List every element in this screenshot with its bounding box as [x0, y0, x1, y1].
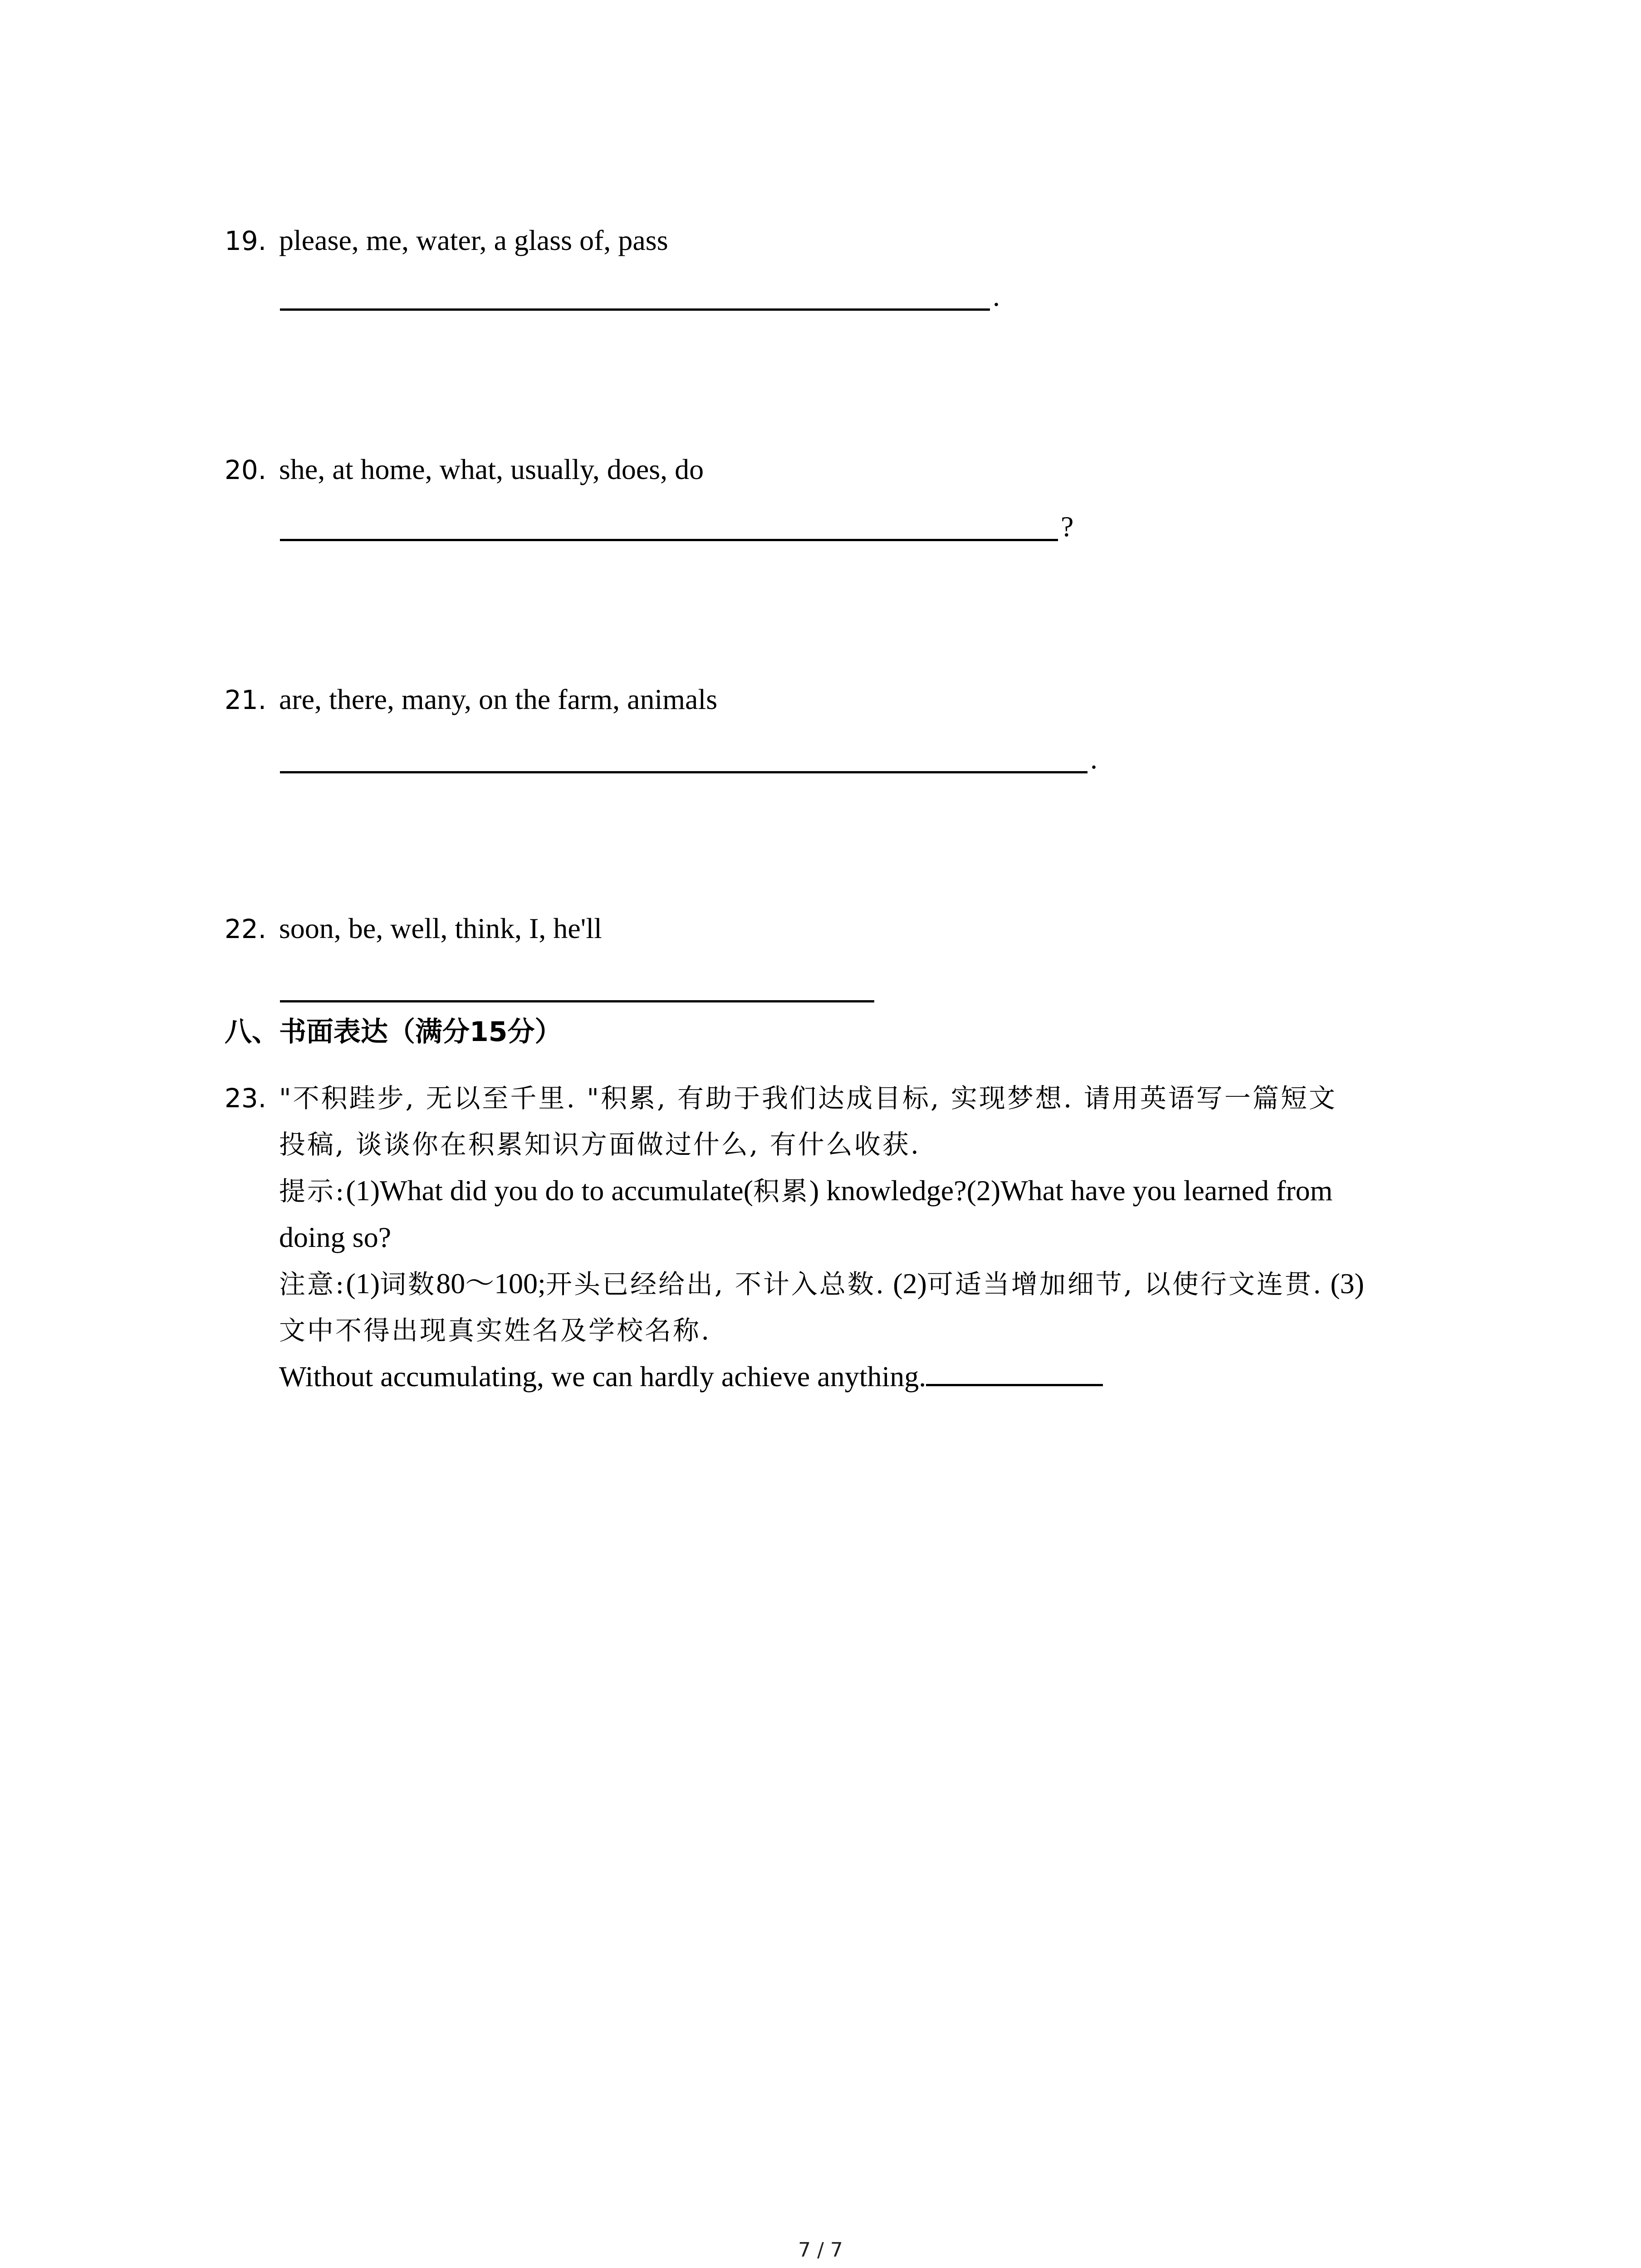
hint-text: (1)What did you do to accumulate( — [346, 1174, 754, 1207]
note-label: 注意: — [279, 1269, 346, 1300]
answer-line-19[interactable] — [280, 281, 1000, 311]
question-number: 21. — [225, 684, 267, 715]
question-23 — [225, 1075, 1486, 1400]
question-number: 22. — [225, 914, 267, 944]
answer-blank[interactable] — [280, 744, 1087, 773]
question-number: 19. — [225, 225, 267, 256]
note-text: (3) — [1323, 1267, 1364, 1300]
question-21 — [225, 685, 717, 714]
section-heading: 八、书面表达（满分15分） — [225, 1016, 562, 1048]
question-prompt: she, at home, what, usually, does, do — [279, 453, 704, 485]
answer-blank[interactable] — [280, 973, 874, 1002]
note-line — [225, 1261, 1486, 1307]
question-prompt: soon, be, well, think, I, he'll — [279, 912, 602, 944]
question-number: 20. — [225, 455, 267, 485]
end-punctuation: . — [993, 280, 1000, 312]
note-text: 80～100; — [436, 1267, 546, 1300]
note-text: 开头已经给出, 不计入总数. — [545, 1269, 886, 1300]
question-text-line-1: "不积跬步, 无以至千里. "积累, 有助于我们达成目标, 实现梦想. 请用英语写一篇短文 — [279, 1083, 1337, 1114]
answer-blank[interactable] — [280, 512, 1058, 541]
essay-opening-sentence: Without accumulating, we can hardly achieve anything. — [279, 1360, 926, 1393]
question-22 — [225, 914, 602, 943]
hint-text: 积累 — [753, 1176, 810, 1207]
hint-text: ) knowledge?(2)What have you learned from — [809, 1174, 1333, 1207]
note-text-continued: 文中不得出现真实姓名及学校名称. — [279, 1315, 711, 1346]
hint-text-continued: doing so? — [279, 1221, 392, 1253]
question-prompt: please, me, water, a glass of, pass — [279, 224, 668, 256]
hint-line — [225, 1168, 1486, 1214]
end-punctuation: ? — [1061, 510, 1074, 543]
answer-line-22[interactable] — [280, 973, 874, 1002]
question-prompt: are, there, many, on the farm, animals — [279, 683, 718, 715]
note-text: 可适当增加细节, 以使行文连贯. — [926, 1269, 1323, 1300]
essay-answer-blank[interactable] — [926, 1358, 1103, 1386]
question-20 — [225, 455, 704, 484]
page-number: 7 / 7 — [798, 2239, 843, 2262]
hint-label: 提示: — [279, 1176, 346, 1207]
essay-opening-line — [225, 1354, 1486, 1400]
question-text-line-2: 投稿, 谈谈你在积累知识方面做过什么, 有什么收获. — [279, 1129, 921, 1160]
question-19 — [225, 226, 668, 255]
answer-line-20[interactable] — [280, 512, 1073, 541]
note-text: (1) — [346, 1267, 380, 1300]
answer-blank[interactable] — [280, 281, 990, 311]
question-number: 23. — [225, 1083, 267, 1114]
note-text: (2) — [886, 1267, 927, 1300]
answer-line-21[interactable] — [280, 744, 1097, 773]
note-text: 词数 — [380, 1269, 436, 1300]
end-punctuation: . — [1090, 743, 1097, 775]
